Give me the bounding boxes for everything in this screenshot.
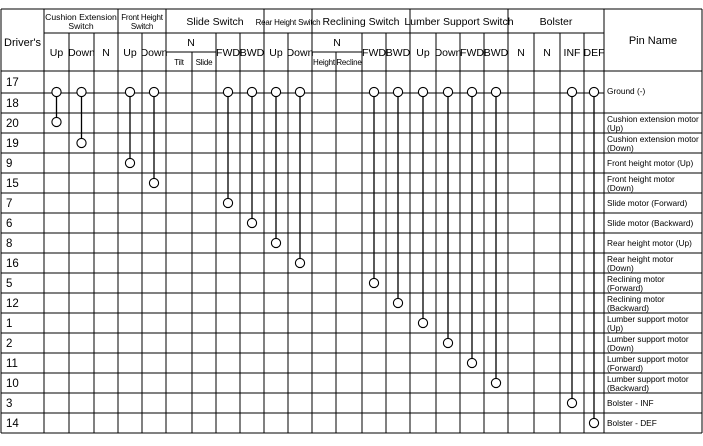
- group-label-rear_height: Rear Height Switch: [255, 18, 321, 27]
- pin-number: 11: [6, 358, 18, 370]
- column-label: N: [543, 47, 551, 59]
- pin-name-heading: Pin Name: [628, 35, 678, 47]
- pin-number: 10: [6, 378, 19, 390]
- neutral-label: N: [333, 37, 341, 49]
- neutral-sub-recline: Recline: [336, 58, 362, 67]
- column-label: DEF: [583, 47, 605, 59]
- terminal-ground: [271, 87, 280, 96]
- pin-number: 7: [6, 198, 13, 210]
- terminal-ground: [567, 87, 576, 96]
- terminal-pin: [149, 178, 158, 187]
- pin-number: 8: [6, 238, 13, 250]
- terminal-pin: [589, 418, 598, 427]
- pin-number: 6: [6, 218, 13, 230]
- column-label: INF: [563, 47, 581, 59]
- terminal-ground: [149, 87, 158, 96]
- pin-number: 17: [6, 77, 19, 89]
- terminal-pin: [393, 298, 402, 307]
- group-label-lumbar_support: Lumber Support Switch: [404, 16, 514, 28]
- pin-number: 1: [6, 318, 13, 330]
- terminal-pin: [223, 198, 232, 207]
- pin-number: 14: [6, 418, 19, 430]
- pin-name: Rear height motor (Up): [607, 238, 692, 248]
- column-label: Up: [416, 47, 430, 59]
- terminal-ground: [369, 87, 378, 96]
- terminal-ground: [247, 87, 256, 96]
- pin-number: 16: [6, 258, 19, 270]
- pin-number: 2: [6, 338, 13, 350]
- group-label-cushion_extension-2: Switch: [68, 21, 94, 31]
- pin-name-column: [607, 86, 699, 428]
- terminal-pin: [567, 398, 576, 407]
- terminal-ground: [393, 87, 402, 96]
- pin-name-2: (Up): [607, 323, 624, 333]
- pin-number: 9: [6, 158, 13, 170]
- column-label: FWD: [362, 47, 386, 59]
- group-label-slide: Slide Switch: [186, 16, 244, 28]
- group-label-front_height: Front Height: [121, 13, 163, 22]
- table-grid: [1, 9, 702, 433]
- terminal-pin: [52, 117, 61, 126]
- terminal-ground: [295, 87, 304, 96]
- column-label: Up: [123, 47, 137, 59]
- pin-name: Lumber support motor: [607, 314, 689, 324]
- pin-number: 5: [6, 278, 13, 290]
- terminal-ground: [52, 87, 61, 96]
- column-label: Down: [68, 47, 95, 59]
- terminal-pin: [77, 138, 86, 147]
- pin-name-2: (Down): [607, 183, 634, 193]
- pin-name-2: (Down): [607, 143, 634, 153]
- pin-name-2: (Down): [607, 343, 634, 353]
- terminal-ground: [589, 87, 598, 96]
- terminal-pin: [247, 218, 256, 227]
- terminal-pin: [369, 278, 378, 287]
- terminal-ground: [443, 87, 452, 96]
- pin-number: 18: [6, 98, 19, 110]
- column-label: Down: [140, 47, 168, 59]
- terminal-ground: [491, 87, 500, 96]
- column-label: N: [102, 47, 110, 59]
- column-label: BWD: [483, 47, 509, 59]
- terminal-pin: [125, 158, 134, 167]
- pin-name: Rear height motor: [607, 254, 674, 264]
- pin-name: Front height motor (Up): [607, 158, 694, 168]
- terminal-pin: [491, 378, 500, 387]
- pin-number: 3: [6, 398, 13, 410]
- group-label-cushion_extension: Cushion Extension: [45, 12, 117, 22]
- neutral-sub-tilt: Tilt: [174, 58, 184, 67]
- pin-name: Lumber support motor: [607, 354, 689, 364]
- terminal-ground: [467, 87, 476, 96]
- pin-name: Reclining motor: [607, 274, 665, 284]
- pin-name-2: (Forward): [607, 283, 643, 293]
- pin-name-2: (Forward): [607, 363, 643, 373]
- terminal-pin: [295, 258, 304, 267]
- pin-name: Front height motor: [607, 174, 675, 184]
- column-label: BWD: [239, 47, 265, 59]
- pin-name-2: (Backward): [607, 303, 649, 313]
- table-header: [4, 12, 677, 67]
- continuity-connections: [52, 87, 599, 427]
- terminal-ground: [77, 87, 86, 96]
- column-label: Down: [286, 47, 314, 59]
- pin-number: 19: [6, 138, 19, 150]
- terminal-ground: [125, 87, 134, 96]
- pin-name: Cushion extension motor: [607, 114, 699, 124]
- column-label: Down: [434, 47, 462, 59]
- pin-name: Bolster - INF: [607, 398, 654, 408]
- group-label-bolster: Bolster: [539, 16, 573, 28]
- pin-name-2: (Backward): [607, 383, 649, 393]
- column-label: BWD: [385, 47, 411, 59]
- column-label: FWD: [460, 47, 484, 59]
- pin-name: Bolster - DEF: [607, 418, 657, 428]
- terminal-ground: [223, 87, 232, 96]
- pin-number: 15: [6, 178, 19, 190]
- neutral-label: N: [187, 37, 195, 49]
- pin-name: Ground (-): [607, 86, 646, 96]
- column-label: FWD: [216, 47, 240, 59]
- group-label-reclining: Reclining Switch: [322, 16, 400, 28]
- pin-name: Reclining motor: [607, 294, 665, 304]
- pin-name: Lumber support motor: [607, 334, 689, 344]
- pin-name: Slide motor (Backward): [607, 218, 694, 228]
- terminal-pin: [271, 238, 280, 247]
- pin-name-2: (Up): [607, 123, 624, 133]
- pin-number: 20: [6, 118, 19, 130]
- drivers-heading: Driver's: [4, 37, 41, 49]
- group-label-front_height-2: Switch: [130, 22, 154, 31]
- pin-name-2: (Down): [607, 263, 634, 273]
- pin-name: Slide motor (Forward): [607, 198, 688, 208]
- neutral-sub-height: Height: [313, 58, 335, 67]
- column-label: Up: [49, 47, 64, 59]
- pin-name: Lumber support motor: [607, 374, 689, 384]
- terminal-pin: [467, 358, 476, 367]
- column-label: N: [517, 47, 525, 59]
- terminal-ground: [418, 87, 427, 96]
- terminal-pin: [443, 338, 452, 347]
- pin-name: Cushion extension motor: [607, 134, 699, 144]
- terminal-pin: [418, 318, 427, 327]
- pin-number: 12: [6, 298, 19, 310]
- column-label: Up: [269, 47, 283, 59]
- neutral-sub-slide: Slide: [195, 58, 213, 67]
